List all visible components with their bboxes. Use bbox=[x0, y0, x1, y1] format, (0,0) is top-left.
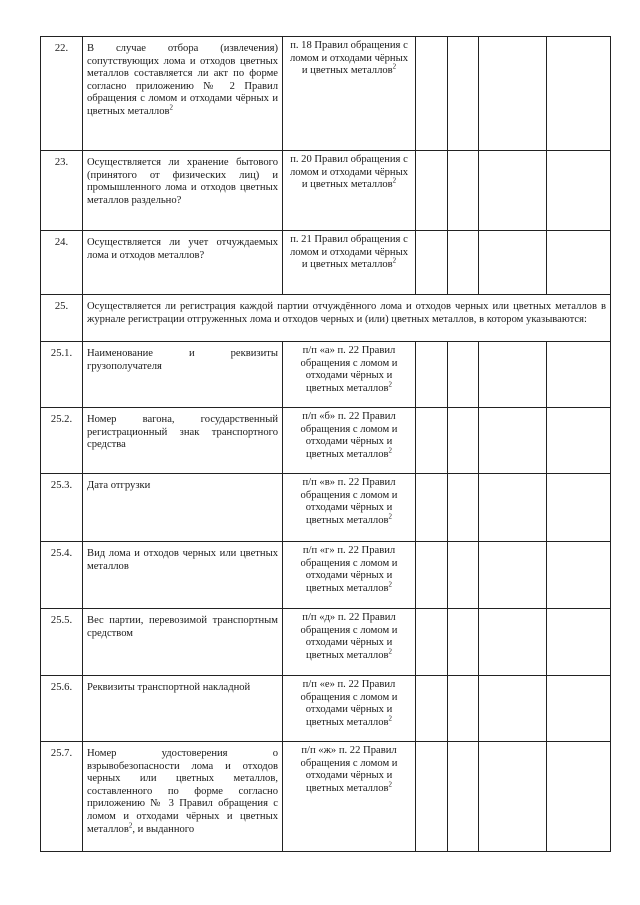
answer-no-cell[interactable] bbox=[448, 742, 479, 852]
answer-no-cell[interactable] bbox=[448, 342, 479, 408]
requirement-text: Вес партии, перевозимой транспортным средством bbox=[83, 609, 283, 676]
legal-reference: п/п «д» п. 22 Правил обращения с ломом и отходами чёрных и цветных металлов$^2$ bbox=[283, 609, 416, 676]
table-row bbox=[41, 542, 611, 609]
requirement-text: Номер вагона, государственный регистрационный знак транспортного средства bbox=[83, 408, 283, 474]
requirement-text: Номер удостоверения о взрывобезопасности лома и отходов черных или цветных металлов, составленного по форме согласно приложению № 3 Правил обращения с ломом и отходами чёрных и цветных металлов$^2$, и выданного bbox=[83, 742, 283, 852]
answer-na-cell[interactable] bbox=[479, 37, 547, 151]
note-cell[interactable] bbox=[547, 342, 611, 408]
answer-no-cell[interactable] bbox=[448, 231, 479, 295]
table-row bbox=[41, 408, 611, 474]
table-row bbox=[41, 231, 611, 295]
table-row bbox=[41, 676, 611, 742]
answer-no-cell[interactable] bbox=[448, 676, 479, 742]
note-cell[interactable] bbox=[547, 474, 611, 542]
legal-reference: п/п «в» п. 22 Правил обращения с ломом и отходами чёрных и цветных металлов$^2$ bbox=[283, 474, 416, 542]
requirement-text: Реквизиты транспортной накладной bbox=[83, 676, 283, 742]
legal-reference: п/п «ж» п. 22 Правил обращения с ломом и отходами чёрных и цветных металлов$^2$ bbox=[283, 742, 416, 852]
answer-no-cell[interactable] bbox=[448, 408, 479, 474]
answer-no-cell[interactable] bbox=[448, 474, 479, 542]
row-number: 25.6. bbox=[41, 676, 83, 742]
answer-yes-cell[interactable] bbox=[416, 542, 448, 609]
answer-na-cell[interactable] bbox=[479, 542, 547, 609]
answer-na-cell[interactable] bbox=[479, 474, 547, 542]
answer-yes-cell[interactable] bbox=[416, 408, 448, 474]
legal-reference: п/п «е» п. 22 Правил обращения с ломом и отходами чёрных и цветных металлов$^2$ bbox=[283, 676, 416, 742]
row-number: 25.1. bbox=[41, 342, 83, 408]
note-cell[interactable] bbox=[547, 676, 611, 742]
answer-no-cell[interactable] bbox=[448, 609, 479, 676]
answer-no-cell[interactable] bbox=[448, 151, 479, 231]
answer-na-cell[interactable] bbox=[479, 342, 547, 408]
row-number: 25.4. bbox=[41, 542, 83, 609]
legal-reference: п/п «б» п. 22 Правил обращения с ломом и отходами чёрных и цветных металлов$^2$ bbox=[283, 408, 416, 474]
row-number: 25.5. bbox=[41, 609, 83, 676]
note-cell[interactable] bbox=[547, 542, 611, 609]
requirement-text: Наименование и реквизиты грузополучателя bbox=[83, 342, 283, 408]
answer-yes-cell[interactable] bbox=[416, 742, 448, 852]
note-cell[interactable] bbox=[547, 742, 611, 852]
requirement-text: Осуществляется ли хранение бытового (принятого от физических лиц) и промышленного лома и отходов цветных металлов раздельно? bbox=[83, 151, 283, 231]
row-number: 22. bbox=[41, 37, 83, 151]
requirement-text: Осуществляется ли учет отчуждаемых лома и отходов металлов? bbox=[83, 231, 283, 295]
table-row-section bbox=[41, 295, 611, 342]
answer-na-cell[interactable] bbox=[479, 408, 547, 474]
answer-na-cell[interactable] bbox=[479, 151, 547, 231]
note-cell[interactable] bbox=[547, 151, 611, 231]
legal-reference: п/п «г» п. 22 Правил обращения с ломом и отходами чёрных и цветных металлов$^2$ bbox=[283, 542, 416, 609]
answer-na-cell[interactable] bbox=[479, 676, 547, 742]
legal-reference: п/п «а» п. 22 Правил обращения с ломом и отходами чёрных и цветных металлов$^2$ bbox=[283, 342, 416, 408]
row-number: 25.7. bbox=[41, 742, 83, 852]
table-row bbox=[41, 342, 611, 408]
answer-yes-cell[interactable] bbox=[416, 342, 448, 408]
answer-na-cell[interactable] bbox=[479, 609, 547, 676]
row-number: 25.3. bbox=[41, 474, 83, 542]
note-cell[interactable] bbox=[547, 609, 611, 676]
answer-no-cell[interactable] bbox=[448, 542, 479, 609]
checklist-table bbox=[40, 36, 611, 852]
legal-reference: п. 21 Правил обращения с ломом и отходами чёрных и цветных металлов$^2$ bbox=[283, 231, 416, 295]
answer-no-cell[interactable] bbox=[448, 37, 479, 151]
note-cell[interactable] bbox=[547, 37, 611, 151]
row-number: 25.2. bbox=[41, 408, 83, 474]
legal-reference: п. 18 Правил обращения с ломом и отходами чёрных и цветных металлов$^2$ bbox=[283, 37, 416, 151]
table-row bbox=[41, 609, 611, 676]
table-row bbox=[41, 151, 611, 231]
requirement-text: Дата отгрузки bbox=[83, 474, 283, 542]
answer-yes-cell[interactable] bbox=[416, 231, 448, 295]
row-number: 25. bbox=[41, 295, 83, 342]
requirement-text: В случае отбора (извлечения) сопутствующих лома и отходов цветных металлов составляется ли акт по форме согласно приложению № 2 Правил обращения с ломом и отходами чёрных и цветных металлов$^2$ bbox=[83, 37, 283, 151]
legal-reference: п. 20 Правил обращения с ломом и отходами чёрных и цветных металлов$^2$ bbox=[283, 151, 416, 231]
answer-yes-cell[interactable] bbox=[416, 37, 448, 151]
answer-yes-cell[interactable] bbox=[416, 609, 448, 676]
answer-yes-cell[interactable] bbox=[416, 151, 448, 231]
answer-na-cell[interactable] bbox=[479, 231, 547, 295]
note-cell[interactable] bbox=[547, 231, 611, 295]
requirement-text: Вид лома и отходов черных или цветных металлов bbox=[83, 542, 283, 609]
answer-yes-cell[interactable] bbox=[416, 474, 448, 542]
note-cell[interactable] bbox=[547, 408, 611, 474]
answer-yes-cell[interactable] bbox=[416, 676, 448, 742]
answer-na-cell[interactable] bbox=[479, 742, 547, 852]
table-row bbox=[41, 742, 611, 852]
row-number: 24. bbox=[41, 231, 83, 295]
section-heading: Осуществляется ли регистрация каждой партии отчуждённого лома и отходов черных или цветных металлов в журнале регистрации отгруженных лома и отходов черных и (или) цветных металлов, в котором указываются: bbox=[83, 295, 611, 342]
table-row bbox=[41, 474, 611, 542]
row-number: 23. bbox=[41, 151, 83, 231]
table-row bbox=[41, 37, 611, 151]
